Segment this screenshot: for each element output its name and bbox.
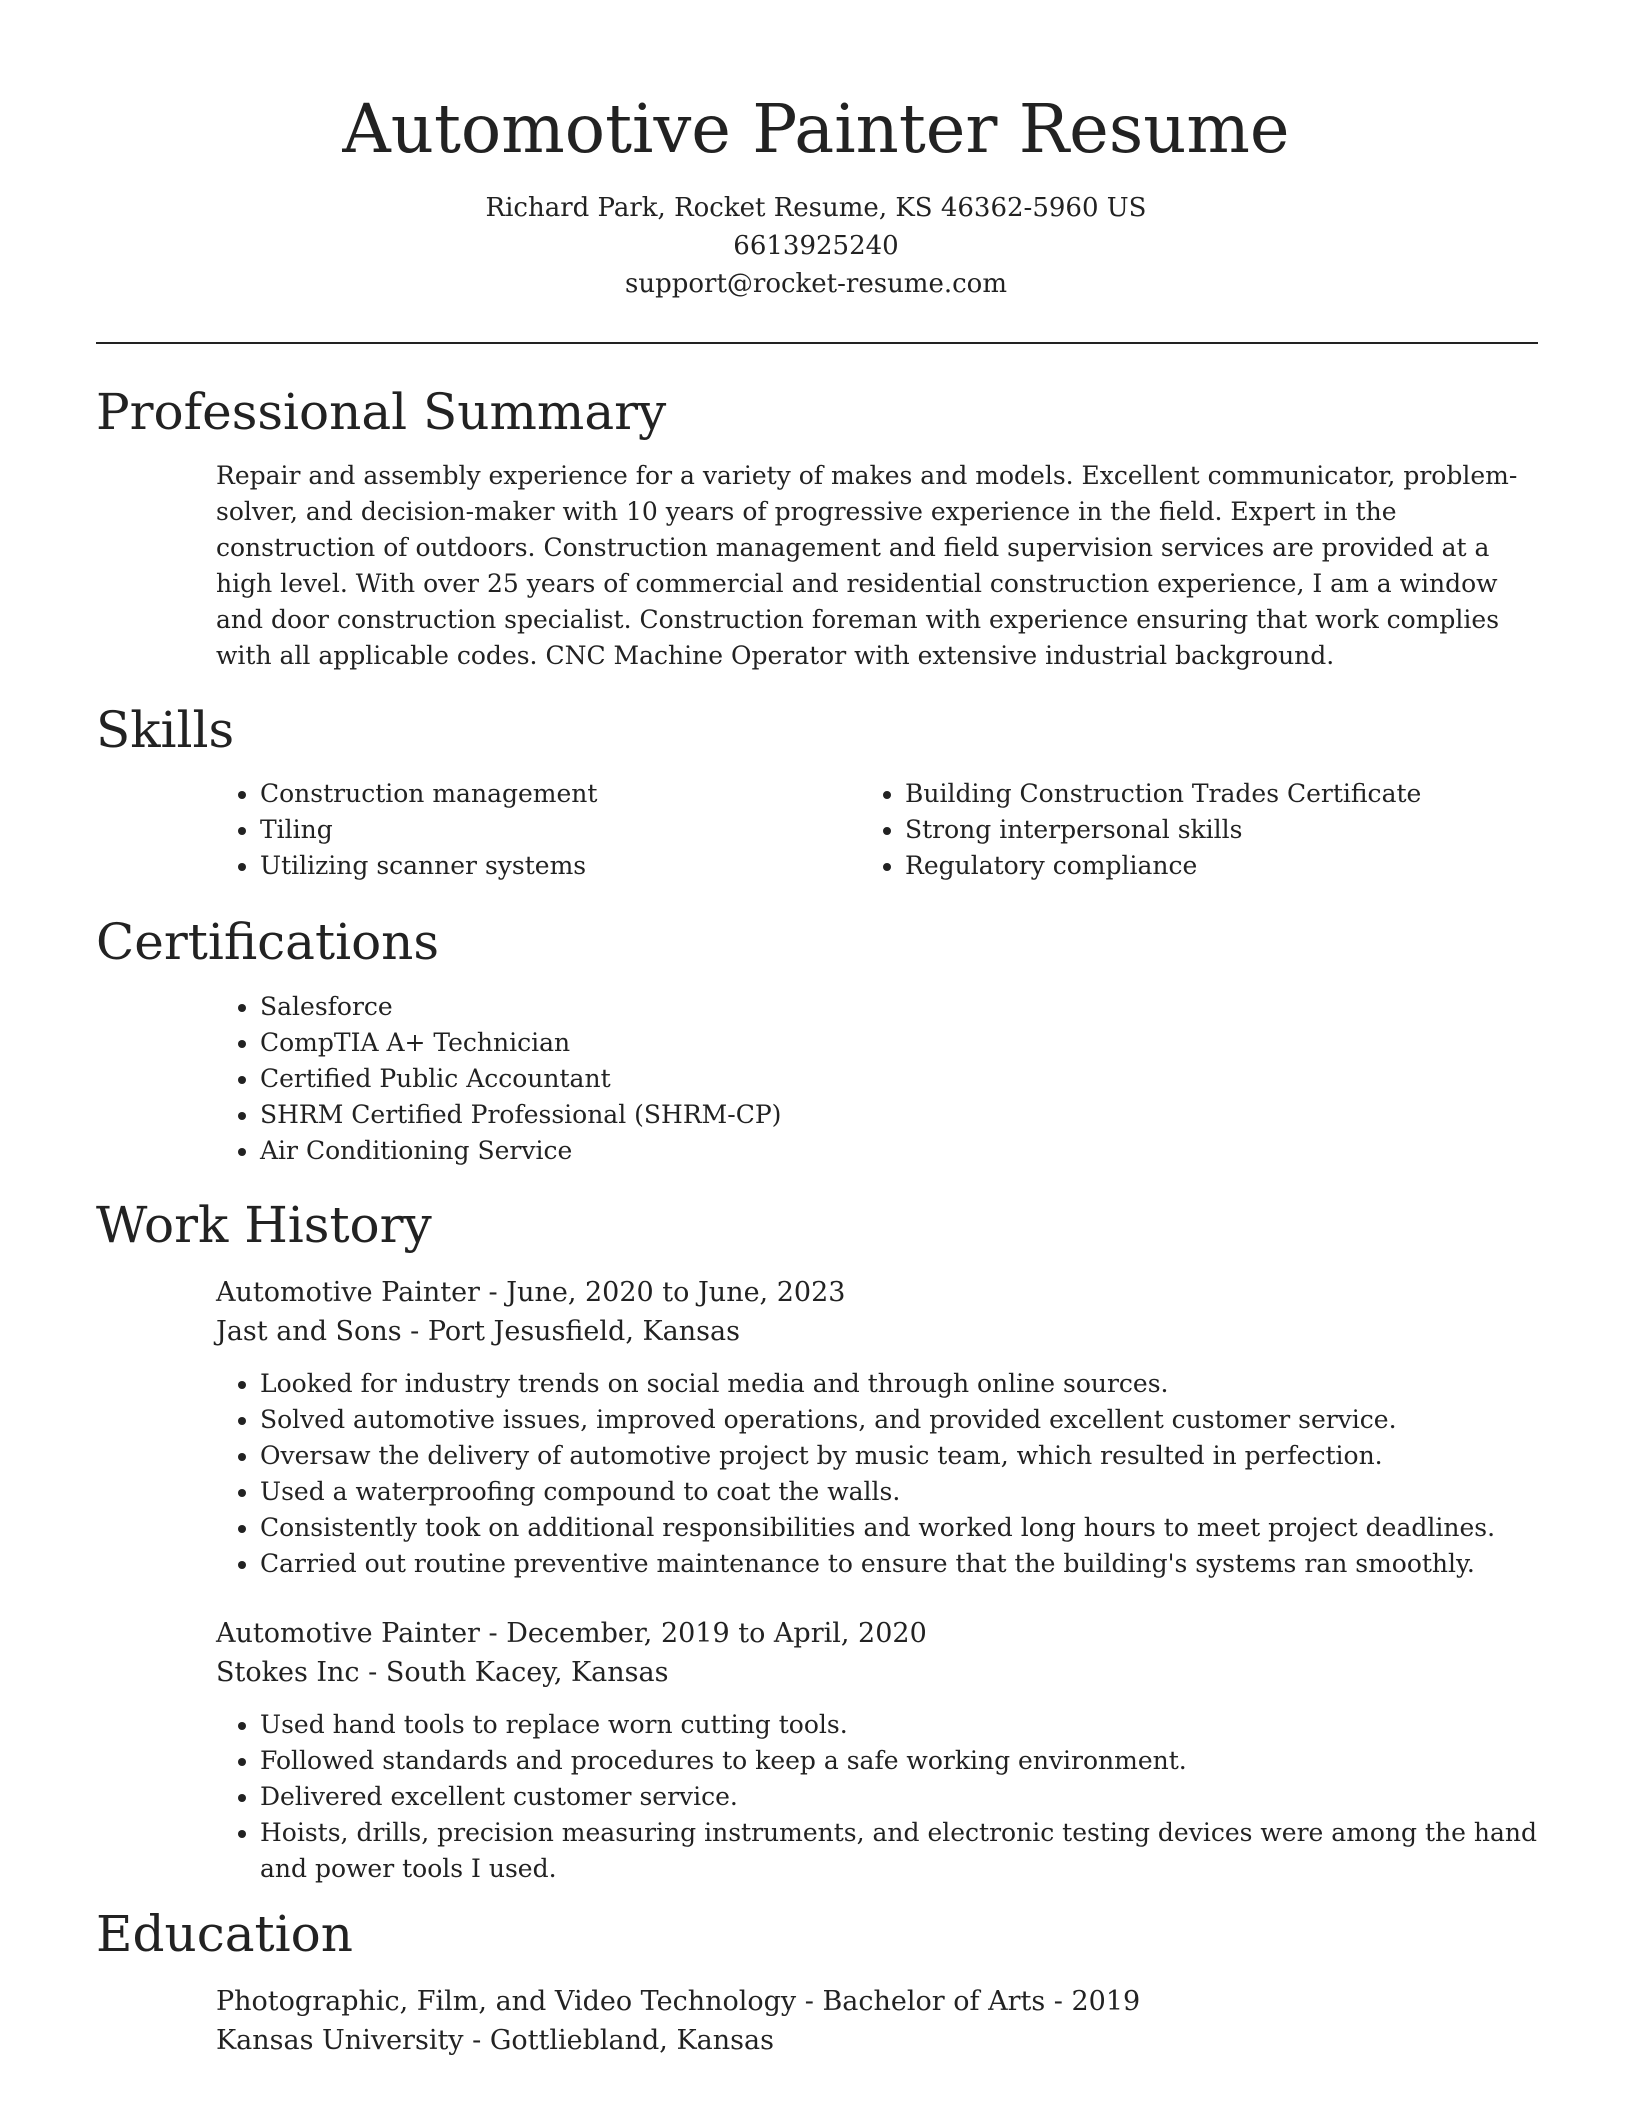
header-divider (96, 342, 1538, 344)
list-item: • Construction management (260, 776, 860, 812)
list-item: • Air Conditioning Service (260, 1133, 1560, 1169)
contact-address: Richard Park, Rocket Resume, KS 46362-5960 US (485, 193, 1147, 223)
contact-phone: 6613925240 (733, 231, 899, 261)
list-item: • Hoists, drills, precision measuring instruments, and electronic testing devices were among the hand and power tools I used. (260, 1815, 1560, 1887)
list-item: • SHRM Certified Professional (SHRM-CP) (260, 1097, 1560, 1133)
education-heading: Education (96, 1905, 353, 1963)
job-company-line: Stokes Inc - South Kacey, Kansas (216, 1657, 669, 1688)
list-item: • Tiling (260, 812, 860, 848)
list-item: • Strong interpersonal skills (905, 812, 1565, 848)
list-item: • Utilizing scanner systems (260, 848, 860, 884)
summary-heading: Professional Summary (96, 383, 667, 441)
list-item: • Used hand tools to replace worn cutting tools. (260, 1707, 1560, 1743)
job-bullets (216, 1366, 1560, 1582)
job-bullets (216, 1707, 1560, 1887)
work-history-heading: Work History (96, 1196, 432, 1254)
list-item: • Looked for industry trends on social media and through online sources. (260, 1366, 1560, 1402)
list-item: • Certified Public Accountant (260, 1061, 1560, 1097)
list-item: • Solved automotive issues, improved operations, and provided excellent customer service. (260, 1402, 1560, 1438)
skills-list-left (216, 776, 860, 884)
contact-email: support@rocket-resume.com (624, 269, 1007, 299)
list-item: • Building Construction Trades Certificate (905, 776, 1565, 812)
skills-heading: Skills (96, 701, 235, 759)
list-item: • Consistently took on additional responsibilities and worked long hours to meet project deadlines. (260, 1510, 1560, 1546)
list-item: • Carried out routine preventive maintenance to ensure that the building's systems ran smoothly. (260, 1546, 1560, 1582)
education-school-line: Kansas University - Gottliebland, Kansas (216, 2025, 774, 2056)
job-title-line: Automotive Painter - June, 2020 to June, 2023 (216, 1277, 846, 1308)
summary-text: Repair and assembly experience for a variety of makes and models. Excellent communicator, problem-solver, and decision-maker with 10 years of progressive experience in the field. Expert in the construction of outdoors. Construction management and field supervision services are provided at a high level. With over 25 years of commercial and residential construction experience, I am a window and door construction specialist. Construction foreman with experience ensuring that work complies with all applicable codes. CNC Machine Operator with extensive industrial background. (216, 461, 1518, 670)
list-item: • CompTIA A+ Technician (260, 1025, 1560, 1061)
list-item: • Oversaw the delivery of automotive project by music team, which resulted in perfection. (260, 1438, 1560, 1474)
list-item: • Delivered excellent customer service. (260, 1779, 1560, 1815)
list-item: • Salesforce (260, 989, 1560, 1025)
list-item: • Regulatory compliance (905, 848, 1565, 884)
list-item: • Used a waterproofing compound to coat the walls. (260, 1474, 1560, 1510)
certifications-heading: Certifications (96, 913, 440, 971)
resume-title: Automotive Painter Resume (342, 90, 1290, 168)
certifications-list (216, 989, 1560, 1169)
job-title-line: Automotive Painter - December, 2019 to April, 2020 (216, 1618, 927, 1649)
list-item: • Followed standards and procedures to keep a safe working environment. (260, 1743, 1560, 1779)
job-company-line: Jast and Sons - Port Jesusfield, Kansas (216, 1316, 740, 1347)
education-degree-line: Photographic, Film, and Video Technology - Bachelor of Arts - 2019 (216, 1986, 1141, 2017)
skills-list-right (861, 776, 1565, 884)
